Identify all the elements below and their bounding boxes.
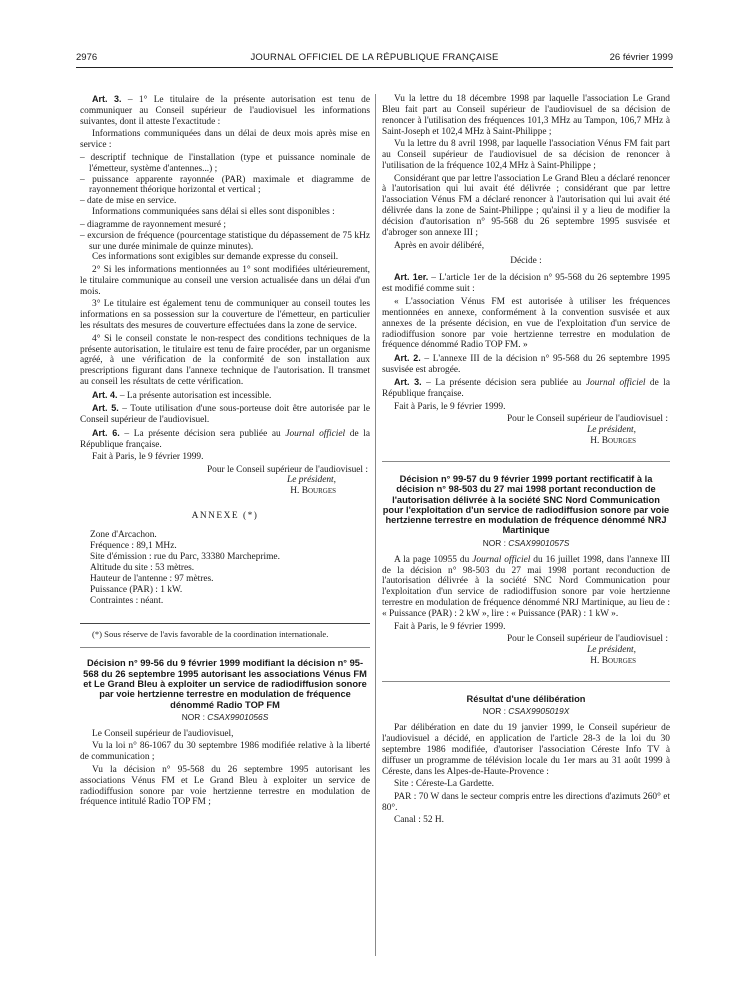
journal-officiel-ref: Journal officiel	[585, 378, 646, 389]
art1-quote: « L'association Vénus FM est autorisée à utiliser les fréquences mentionnées en annexe, conformément à la convention susvisée et aux annexes de la présente décision, en vue de l'exploitation d'un service de radiodiffusion sonore par voie hertzienne terrestre en modulation de fréquence dénommé Radio TOP FM. »	[382, 296, 670, 351]
annexe-line: Hauteur de l'antenne : 97 mètres.	[90, 573, 214, 584]
decision-title: Décision n° 99-56 du 9 février 1999 modifiant la décision n° 95-568 du 26 septembre 1995 autorisant les associations Vénus FM et Le Grand Bleu à exploiter un service de radiodiffusion sonore par voie hertzienne terrestre en modulation de fréquence dénommé Radio TOP FM	[83, 658, 367, 710]
signature-line-2: Le président,	[587, 425, 636, 436]
journal-officiel-ref: Journal officiel	[285, 428, 346, 439]
article-label: Art. 2.	[394, 352, 421, 363]
signature-line-1: Pour le Conseil supérieur de l'audiovisuel :	[206, 464, 368, 475]
canal-line: Canal : 52 H.	[394, 815, 444, 826]
art6-text-b: de la République française.	[80, 428, 370, 450]
signature-name: H. Bourges	[590, 655, 636, 666]
article-label: Art. 3.	[394, 377, 422, 388]
signature-line-1: Pour le Conseil supérieur de l'audiovisuel :	[506, 414, 668, 425]
annexe-line: Altitude du site : 53 mètres.	[90, 562, 195, 573]
art4-text: – La présente autorisation est incessible.	[119, 390, 272, 401]
page-number: 2976	[76, 52, 98, 63]
deliberation-text: Par délibération en date du 19 janvier 1999, le Conseil supérieur de l'audiovisuel a décidé, en application de l'article 28-3 de la loi du 30 septembre 1986 modifiée, d'autoriser l'association Céreste Info TV à diffuser un programme de télévision locale du 1er mars au 31 août 1999 à Céreste, dans les Alpes-de-Haute-Provence :	[382, 723, 670, 777]
art1-paragraph	[382, 272, 670, 295]
decide: Décide :	[510, 256, 542, 267]
nor-reference	[80, 712, 370, 723]
art5-paragraph	[80, 403, 370, 426]
art4-paragraph	[80, 390, 370, 402]
decision-title: Décision n° 99-57 du 9 février 1999 portant rectificatif à la décision n° 98-503 du 27 mai 1998 portant reconduction de l'autorisation délivrée à la société SNC Nord Communication pour l'exploitation d'un service de radiodiffusion sonore par voie hertzienne terrestre en modulation de fréquence dénommé NRJ Martinique	[382, 473, 670, 536]
article-label: Art. 4.	[92, 389, 118, 400]
nor-code: CSAX9901056S	[207, 711, 269, 722]
section-rule	[382, 681, 670, 682]
art3-paragraph	[382, 377, 670, 400]
art3-paragraph	[80, 94, 370, 128]
art3-intro: – 1° Le titulaire de la présente autorisation est tenu de communiquer au Conseil supérieur de l'audiovisuel les informations suivantes, dont il atteste l'exactitude :	[80, 95, 371, 127]
nor-code: CSAX9905019X	[508, 706, 570, 717]
annexe-list	[80, 530, 370, 606]
info-2months-heading: Informations communiquées dans un délai de deux mois après mise en service :	[80, 129, 370, 151]
site-line: Site : Céreste-La Gardette.	[394, 779, 494, 790]
journal-officiel-ref: Journal officiel	[472, 554, 531, 565]
footnote-rule	[80, 623, 370, 624]
fait-a-paris: Fait à Paris, le 9 février 1999.	[92, 452, 204, 463]
list-item: – diagramme de rayonnement mesuré ;	[80, 219, 227, 230]
issue-date: 26 février 1999	[609, 52, 673, 63]
info-demand: Ces informations sont exigibles sur demande expresse du conseil.	[92, 252, 339, 263]
article-label: Art. 3.	[92, 94, 122, 104]
article-label: Art. 1er.	[394, 272, 429, 283]
signature-line-2: Le président,	[287, 475, 336, 486]
info-2months-list	[80, 153, 370, 208]
rectificatif-text	[382, 555, 670, 620]
section-rule	[382, 461, 670, 462]
vu-lettre-1: Vu la lettre du 18 décembre 1998 par laquelle l'association Le Grand Bleu fait part au Conseil supérieur de l'audiovisuel de sa décision de renoncer à l'utilisation des fréquences 101,3 MHz au Tampon, 106,7 MHz à Saint-Joseph et 102,4 MHz à Saint-Philippe ;	[382, 94, 670, 137]
vu-loi: Vu la loi n° 86-1067 du 30 septembre 1986 modifiée relative à la liberté de communication ;	[80, 741, 370, 763]
conseil-line: Le Conseil supérieur de l'audiovisuel,	[92, 728, 234, 739]
art2-paragraph	[382, 353, 670, 376]
annexe-line: Zone d'Arcachon.	[90, 530, 157, 541]
fait-a-paris: Fait à Paris, le 9 février 1999.	[394, 621, 506, 632]
annexe-line: Puissance (PAR) : 1 kW.	[90, 584, 183, 595]
nor-reference	[382, 538, 670, 549]
article-label: Art. 5.	[92, 403, 119, 414]
apres-deliberation: Après en avoir délibéré,	[394, 240, 485, 251]
article-label: Art. 6.	[92, 427, 120, 438]
vu-decision: Vu la décision n° 95-568 du 26 septembre 1995 autorisant les associations Vénus FM et Le Grand Bleu à exploiter un service de radiodiffusion sonore par voie hertzienne terrestre en modulation de fréquence intitulé Radio TOP FM ;	[80, 764, 370, 808]
right-column	[382, 94, 670, 828]
header-rule	[76, 67, 673, 68]
art5-text: – Toute utilisation d'une sous-porteuse doit être autorisée par le Conseil supérieur de l'audiovisuel.	[80, 404, 370, 426]
list-item: – date de mise en service.	[80, 196, 177, 207]
nor-label: NOR :	[181, 711, 208, 722]
nor-label: NOR :	[482, 537, 509, 548]
section-rule	[80, 647, 370, 648]
considerant: Considérant que par lettre l'association Le Grand Bleu a déclaré renoncer à l'autorisation qui lui avait été délivrée ; considérant que par lettre l'association Vénus FM a déclaré renoncer à l'autorisation qui lui avait été délivrée dans la zone de Saint-Philippe ; qu'ainsi il y a lieu de modifier la décision d'autorisation n° 95-568 du 26 septembre 1995 susvisée et d'abroger son annexe III ;	[382, 173, 670, 239]
signature-name: H. Bourges	[290, 486, 336, 497]
list-item: – descriptif technique de l'installation (type et puissance nominale de l'émetteur, système d'antennes...) ;	[80, 152, 370, 174]
rectificatif-text-b: du 16 juillet 1998, dans l'annexe III de la décision n° 98-503 du 27 mai 1998 portant reconduction de l'autorisation délivrée à la société SNC Nord Communication pour l'exploitation d'un service de radiodiffusion sonore par voie hertzienne terrestre en modulation de fréquence dénommé NRJ Martinique, au lieu de : « Puissance (PAR) : 2 kW », lire : « Puissance (PAR) : 1 kW ».	[382, 554, 670, 620]
signature-line-2: Le président,	[587, 645, 636, 656]
signature-name: H. Bourges	[590, 436, 636, 447]
para-3: 3° Le titulaire est également tenu de communiquer au conseil toutes les informations en sa possession sur la couverture de l'émetteur, en particulier les résultats des mesures de couverture effectuées dans la zone de service.	[80, 299, 370, 332]
fait-a-paris: Fait à Paris, le 9 février 1999.	[394, 401, 506, 412]
info-nodelay-list	[80, 220, 370, 253]
journal-title: JOURNAL OFFICIEL DE LA RÉPUBLIQUE FRANÇAISE	[250, 52, 499, 63]
art3-text-b: de la République française.	[382, 378, 670, 400]
art3-text-a: – La présente décision sera publiée au	[426, 378, 586, 389]
art6-paragraph	[80, 428, 370, 451]
annexe-line: Contraintes : néant.	[90, 595, 164, 606]
nor-label: NOR :	[482, 706, 509, 717]
list-item: – puissance apparente rayonnée (PAR) maximale et diagramme de rayonnement théorique horizontal et vertical ;	[80, 174, 370, 196]
annexe-title: ANNEXE (*)	[191, 511, 259, 522]
column-divider	[375, 94, 376, 956]
art6-text-a: – La présente décision sera publiée au	[124, 428, 286, 439]
par-line: PAR : 70 W dans le secteur compris entre les directions d'azimuts 260° et 80°.	[382, 791, 670, 813]
footnote: (*) Sous réserve de l'avis favorable de la coordination internationale.	[92, 628, 329, 639]
rectificatif-text-a: A la page 10955 du	[394, 554, 473, 565]
annexe-line: Site d'émission : rue du Parc, 33380 Marcheprime.	[90, 551, 280, 562]
annexe-line: Fréquence : 89,1 MHz.	[90, 541, 177, 552]
vu-lettre-2: Vu la lettre du 8 avril 1998, par laquelle l'association Vénus FM fait part au Conseil supérieur de l'audiovisuel de sa décision de renoncer à l'utilisation de la fréquence 102,4 MHz à Saint-Philippe ;	[382, 139, 670, 172]
resultat-title: Résultat d'une délibération	[466, 693, 586, 704]
left-column	[80, 94, 370, 810]
nor-reference	[382, 706, 670, 717]
info-nodelay-heading: Informations communiquées sans délai si elles sont disponibles :	[92, 207, 335, 218]
nor-code: CSAX9901057S	[508, 537, 570, 548]
art2-text: – L'annexe III de la décision n° 95-568 du 26 septembre 1995 susvisée est abrogée.	[382, 353, 670, 375]
signature-line-1: Pour le Conseil supérieur de l'audiovisuel :	[506, 634, 668, 645]
para-4: 4° Si le conseil constate le non-respect des conditions techniques de la présente autorisation, le titulaire est tenu de faire procéder, par un organisme agréé, à une vérification de la conformité de son installation aux prescriptions figurant dans l'annexe technique de l'autorisation. Il transmet au conseil les résultats de cette vérification.	[80, 333, 370, 388]
running-header	[76, 52, 673, 66]
para-2: 2° Si les informations mentionnées au 1° sont modifiées ultérieurement, le titulaire communique au conseil une version actualisée dans un délai d'un mois.	[80, 264, 370, 297]
list-item: – excursion de fréquence (pourcentage statistique du dépassement de 75 kHz sur une durée minimale de quinze minutes).	[80, 230, 370, 252]
art1-text: – L'article 1er de la décision n° 95-568 du 26 septembre 1995 est modifié comme suit :	[382, 273, 671, 295]
